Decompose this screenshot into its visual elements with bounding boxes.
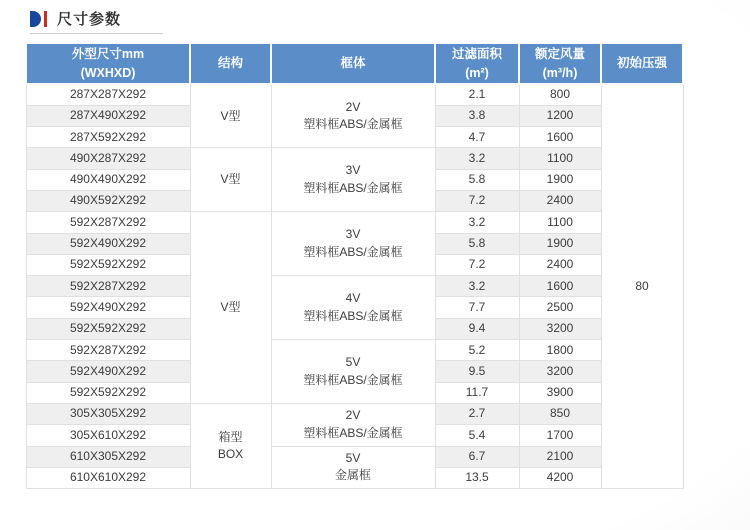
cell-dimension: 592X490X292 xyxy=(26,297,190,318)
page-title: 尺寸参数 xyxy=(57,11,122,28)
cell-frame-group xyxy=(271,148,435,212)
frame-type: 5V xyxy=(345,355,361,370)
cell-filter-area: 6.7 xyxy=(435,446,519,467)
frame-type: 2V xyxy=(345,99,361,114)
frame-type: 5V xyxy=(345,450,361,465)
cell-filter-area: 3.2 xyxy=(435,148,519,169)
cell-dimension: 490X287X292 xyxy=(26,148,190,169)
table-row xyxy=(26,84,683,105)
table-row xyxy=(26,212,683,233)
cell-rated-airflow: 2400 xyxy=(519,190,601,211)
cell-dimension: 592X592X292 xyxy=(26,318,190,339)
cell-rated-airflow: 1800 xyxy=(519,340,601,361)
cell-dimension: 610X305X292 xyxy=(26,446,190,467)
cell-filter-area: 2.7 xyxy=(435,403,519,424)
spec-table xyxy=(25,42,684,489)
cell-dimension: 490X592X292 xyxy=(26,190,190,211)
frame-type: 3V xyxy=(345,163,361,178)
cell-rated-airflow: 3200 xyxy=(519,361,601,382)
frame-material: 塑料框ABS/金属框 xyxy=(303,180,403,195)
cell-structure-group: V型 xyxy=(190,212,271,404)
cell-dimension: 287X287X292 xyxy=(26,84,190,105)
cell-dimension: 592X592X292 xyxy=(26,254,190,275)
cell-dimension: 592X490X292 xyxy=(26,233,190,254)
section-marker-bar-icon xyxy=(44,11,47,27)
cell-frame-group xyxy=(271,212,435,276)
frame-material: 塑料框ABS/金属框 xyxy=(303,117,403,132)
cell-filter-area: 2.1 xyxy=(435,84,519,105)
table-row xyxy=(26,148,683,169)
frame-material: 塑料框ABS/金属框 xyxy=(303,425,403,440)
cell-frame-group xyxy=(271,340,435,404)
cell-filter-area: 3.8 xyxy=(435,105,519,126)
cell-frame-group xyxy=(271,446,435,489)
cell-dimension: 305X305X292 xyxy=(26,403,190,424)
frame-type: 4V xyxy=(345,291,361,306)
table-row xyxy=(26,276,683,297)
cell-rated-airflow: 2500 xyxy=(519,297,601,318)
cell-filter-area: 7.2 xyxy=(435,190,519,211)
cell-dimension: 592X287X292 xyxy=(26,340,190,361)
table-body xyxy=(26,84,683,489)
cell-filter-area: 5.2 xyxy=(435,340,519,361)
cell-rated-airflow: 800 xyxy=(519,84,601,105)
cell-frame-group xyxy=(271,403,435,446)
cell-filter-area: 13.5 xyxy=(435,467,519,488)
cell-rated-airflow: 850 xyxy=(519,403,601,424)
cell-rated-airflow: 1100 xyxy=(519,148,601,169)
cell-filter-area: 5.8 xyxy=(435,169,519,190)
header-frame: 框体 xyxy=(271,43,435,84)
cell-rated-airflow: 4200 xyxy=(519,467,601,488)
cell-filter-area: 3.2 xyxy=(435,212,519,233)
cell-filter-area: 7.2 xyxy=(435,254,519,275)
cell-dimension: 287X592X292 xyxy=(26,127,190,148)
table-header xyxy=(26,43,683,84)
cell-rated-airflow: 1100 xyxy=(519,212,601,233)
frame-material: 塑料框ABS/金属框 xyxy=(303,308,403,323)
frame-material: 塑料框ABS/金属框 xyxy=(303,244,403,259)
section-header xyxy=(30,8,121,29)
header-dimensions-line1: 外型尺寸mm xyxy=(71,47,145,62)
cell-filter-area: 5.8 xyxy=(435,233,519,254)
cell-filter-area: 4.7 xyxy=(435,127,519,148)
cell-dimension: 592X287X292 xyxy=(26,212,190,233)
cell-dimension: 592X287X292 xyxy=(26,276,190,297)
header-filter-area-line1: 过滤面积 xyxy=(451,47,502,62)
cell-dimension: 610X610X292 xyxy=(26,467,190,488)
cell-structure-group xyxy=(190,403,271,488)
header-dimensions-line2: (WXHXD) xyxy=(80,65,136,80)
cell-filter-area: 11.7 xyxy=(435,382,519,403)
cell-dimension: 592X490X292 xyxy=(26,361,190,382)
cell-dimension: 305X610X292 xyxy=(26,425,190,446)
header-row xyxy=(26,43,683,84)
cell-filter-area: 3.2 xyxy=(435,276,519,297)
header-rated-airflow-line1: 额定风量 xyxy=(534,47,585,62)
cell-rated-airflow: 2100 xyxy=(519,446,601,467)
cell-rated-airflow: 3200 xyxy=(519,318,601,339)
title-underline xyxy=(30,33,163,34)
header-rated-airflow-line2: (m³/h) xyxy=(542,65,578,80)
header-rated-airflow xyxy=(519,43,601,84)
header-initial-pressure: 初始压强 xyxy=(601,43,683,84)
section-marker-icon xyxy=(30,11,41,27)
cell-initial-pressure: 80 xyxy=(601,84,683,489)
cell-structure-group: V型 xyxy=(190,148,271,212)
cell-rated-airflow: 3900 xyxy=(519,382,601,403)
structure-type-en: BOX xyxy=(217,447,244,462)
cell-dimension: 592X592X292 xyxy=(26,382,190,403)
cell-filter-area: 5.4 xyxy=(435,425,519,446)
cell-dimension: 287X490X292 xyxy=(26,105,190,126)
cell-rated-airflow: 1600 xyxy=(519,127,601,148)
cell-dimension: 490X490X292 xyxy=(26,169,190,190)
cell-rated-airflow: 1900 xyxy=(519,169,601,190)
cell-filter-area: 7.7 xyxy=(435,297,519,318)
cell-rated-airflow: 1200 xyxy=(519,105,601,126)
header-filter-area xyxy=(435,43,519,84)
header-dimensions xyxy=(26,43,190,84)
cell-frame-group xyxy=(271,84,435,148)
table-row xyxy=(26,403,683,424)
cell-structure-group: V型 xyxy=(190,84,271,148)
table-row xyxy=(26,446,683,467)
frame-material: 塑料框ABS/金属框 xyxy=(303,372,403,387)
cell-rated-airflow: 1700 xyxy=(519,425,601,446)
cell-filter-area: 9.5 xyxy=(435,361,519,382)
cell-rated-airflow: 1900 xyxy=(519,233,601,254)
cell-rated-airflow: 2400 xyxy=(519,254,601,275)
table-row xyxy=(26,340,683,361)
frame-type: 3V xyxy=(345,227,361,242)
header-structure: 结构 xyxy=(190,43,271,84)
frame-type: 2V xyxy=(345,408,361,423)
cell-rated-airflow: 1600 xyxy=(519,276,601,297)
frame-material: 金属框 xyxy=(334,468,371,483)
cell-frame-group xyxy=(271,276,435,340)
cell-filter-area: 9.4 xyxy=(435,318,519,339)
header-filter-area-line2: (m²) xyxy=(465,65,489,80)
structure-type: 箱型 xyxy=(218,429,243,444)
